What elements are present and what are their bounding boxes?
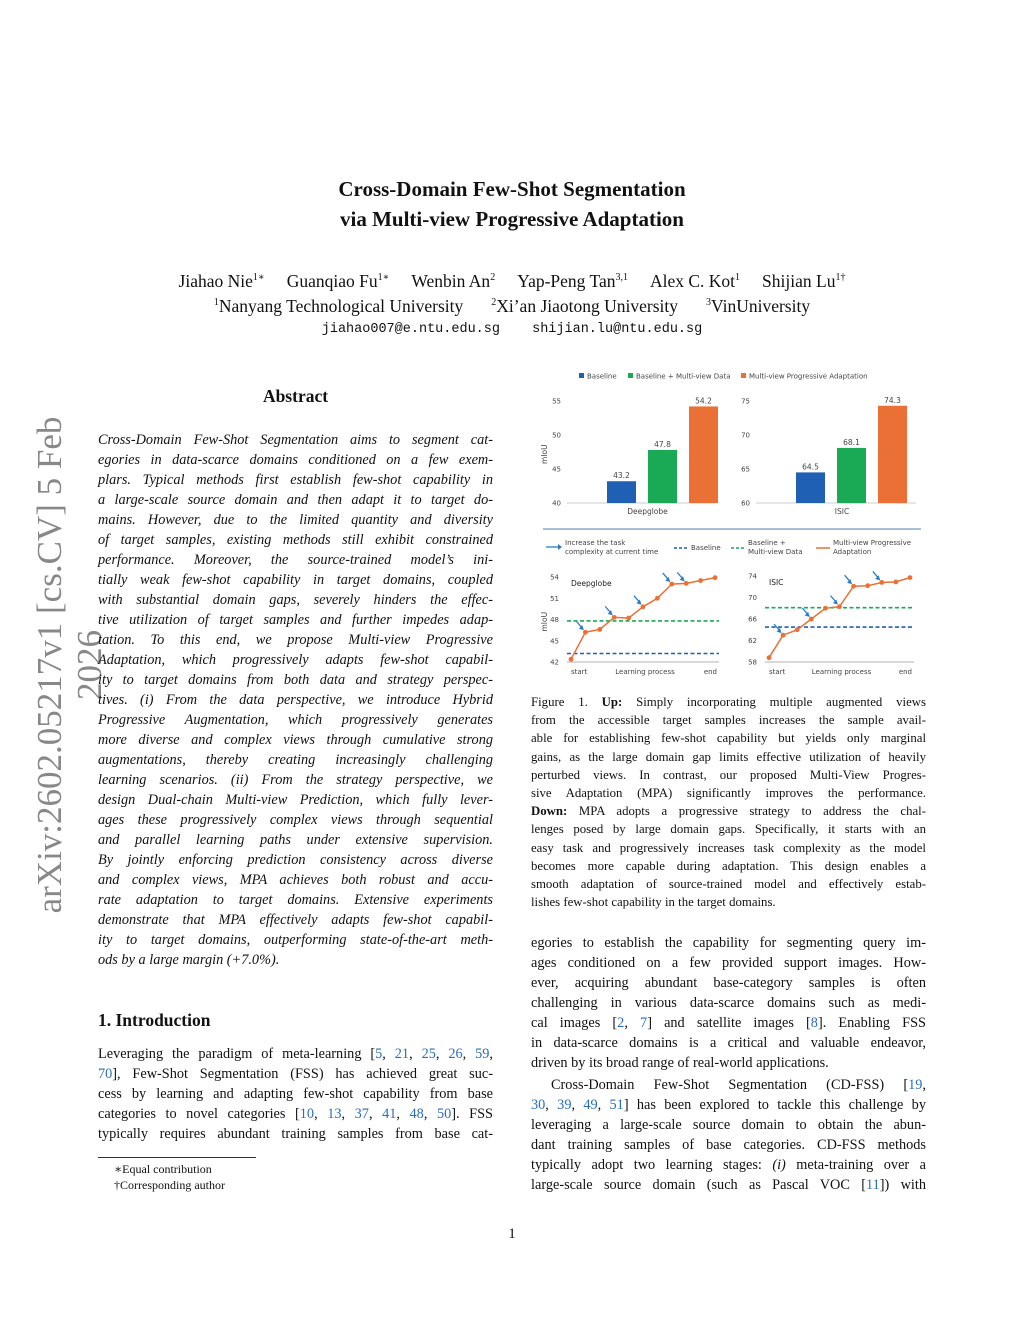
mpa-point bbox=[669, 582, 674, 587]
text-line: more diverse and complex views through cumulative strong bbox=[98, 732, 493, 748]
caption-segment: becomes more capable during adaptation. This design enables a bbox=[531, 858, 926, 873]
mpa-series-line bbox=[571, 578, 715, 660]
footnote-corresponding: †Corresponding author bbox=[114, 1178, 225, 1192]
affiliation-name: Xi’an Jiaotong University bbox=[496, 296, 679, 316]
author-list bbox=[0, 269, 1024, 293]
caption-line bbox=[531, 784, 926, 802]
caption-segment: easy task and progressively increases task complexity as the model bbox=[531, 840, 926, 855]
y-tick-label: 50 bbox=[552, 431, 561, 440]
y-tick-label: 70 bbox=[748, 594, 757, 602]
caption-segment: smooth adaptation of source-trained model and effectively estab- bbox=[531, 877, 926, 892]
arxiv-stamp bbox=[30, 380, 109, 950]
author-affiliation-mark: 1∗ bbox=[252, 272, 265, 284]
text-line: Progressive Augmentation, which progressively generates bbox=[98, 712, 493, 728]
data-label: 68.1 bbox=[843, 437, 860, 447]
text-line: with substantial domain gaps, severely hinders the effec- bbox=[98, 592, 493, 608]
citation-link[interactable]: 7 bbox=[640, 1015, 648, 1031]
mpa-point bbox=[908, 575, 913, 580]
bar-baseline-multi-view-data bbox=[837, 448, 866, 503]
footnotes bbox=[98, 1157, 493, 1193]
text-segment: cal images [ bbox=[531, 1015, 618, 1031]
text-line: and parallel learning paths under extensive supervision. bbox=[98, 832, 493, 848]
caption-segment: Simply incorporating multiple augmented views bbox=[622, 695, 926, 709]
caption-line bbox=[531, 802, 926, 820]
caption-segment: able for establishing few-shot capability but yields only marginal bbox=[531, 731, 926, 746]
email-2[interactable]: shijian.lu@ntu.edu.sg bbox=[532, 322, 703, 337]
mpa-point bbox=[569, 657, 574, 662]
text-segment: typically adopt two learning stages: bbox=[531, 1157, 773, 1173]
text-segment: , bbox=[382, 1046, 395, 1062]
caption-line bbox=[531, 766, 926, 784]
citation-link[interactable]: 11 bbox=[865, 1177, 880, 1193]
affiliation-1 bbox=[214, 296, 463, 316]
citation-link[interactable]: 26 bbox=[448, 1046, 463, 1062]
text-line bbox=[531, 933, 926, 953]
footnote-equal: ∗Equal contribution bbox=[114, 1162, 212, 1176]
text-segment: , bbox=[396, 1106, 410, 1122]
author-3 bbox=[411, 271, 495, 291]
text-segment: typically requires abundant training samples from base cat- bbox=[98, 1126, 493, 1142]
author-5 bbox=[650, 271, 740, 291]
author-affiliation-mark: 1† bbox=[835, 272, 846, 284]
text-segment: challenging in various data-scarce domains such as medi- bbox=[531, 995, 926, 1011]
data-label: 47.8 bbox=[654, 439, 671, 449]
text-line: By jointly enforcing prediction consistency across diverse bbox=[98, 852, 493, 868]
mpa-point bbox=[837, 604, 842, 609]
author-name: Yap-Peng Tan bbox=[517, 271, 616, 291]
citation-link[interactable]: 21 bbox=[394, 1046, 410, 1062]
legend-label-line: Baseline + bbox=[748, 539, 786, 547]
text-segment: cess by learning and adapting few-shot capability from base bbox=[98, 1086, 493, 1102]
legend-label: Baseline + Multi-view Data bbox=[636, 372, 731, 381]
mpa-point bbox=[879, 580, 884, 585]
text-line: Cross-Domain Few-Shot Segmentation aims to segment cat- bbox=[98, 432, 493, 448]
text-line: ods by a large margin (+7.0%). bbox=[98, 952, 280, 968]
citation-link[interactable]: 39 bbox=[557, 1097, 572, 1113]
caption-segment: perturbed views. In contrast, our proposed Multi-View Progres- bbox=[531, 767, 926, 782]
citation-link[interactable]: 30 bbox=[531, 1097, 546, 1113]
text-line bbox=[531, 1053, 926, 1073]
legend-label-line: Multi-view Data bbox=[748, 548, 803, 556]
text-line: tives. (i) From the data perspective, we introduce Hybrid bbox=[98, 692, 493, 708]
text-segment: dant training samples of base categories. CD-FSS methods bbox=[531, 1137, 926, 1153]
text-line bbox=[98, 1064, 493, 1084]
data-label: 74.3 bbox=[884, 395, 901, 405]
abstract-body bbox=[98, 430, 493, 970]
text-segment: ]. FSS bbox=[451, 1106, 494, 1122]
text-segment: ages conditioned on a few provided support images. How- bbox=[531, 955, 926, 971]
text-line bbox=[531, 1135, 926, 1155]
text-line bbox=[531, 993, 926, 1013]
citation-link[interactable]: 41 bbox=[382, 1106, 397, 1122]
x-tick-label: end bbox=[898, 668, 912, 676]
mpa-point bbox=[894, 580, 899, 585]
caption-line bbox=[531, 875, 926, 893]
author-4 bbox=[517, 271, 628, 291]
text-segment: large-scale source domain (such as Pascal VOC [ bbox=[531, 1177, 866, 1193]
text-segment: , bbox=[368, 1106, 383, 1122]
author-name: Wenbin An bbox=[411, 271, 491, 291]
caption-segment: gains, as the large domain gap limits effective utilization of heavily bbox=[531, 749, 926, 764]
citation-link[interactable]: 59 bbox=[475, 1046, 490, 1062]
text-line bbox=[531, 1115, 926, 1135]
text-line: tation. To this end, we propose Multi-view Progressive bbox=[98, 632, 493, 648]
text-segment: ]. Enabling FSS bbox=[817, 1015, 926, 1031]
text-segment: ] and satellite images [ bbox=[647, 1015, 811, 1031]
x-category-label: Deepglobe bbox=[627, 507, 668, 516]
x-tick-label: end bbox=[703, 668, 717, 676]
text-segment: meta-training over a bbox=[785, 1157, 926, 1173]
y-tick-label: 45 bbox=[552, 465, 561, 474]
y-tick-label: 74 bbox=[748, 572, 757, 581]
caption-line bbox=[531, 893, 926, 911]
y-tick-label: 65 bbox=[741, 465, 750, 474]
text-segment: leveraging a large-scale source domain to obtain the abun- bbox=[531, 1117, 926, 1133]
mpa-point bbox=[865, 583, 870, 588]
citation-link[interactable]: 10 bbox=[299, 1106, 315, 1122]
text-segment: ]) with bbox=[879, 1177, 926, 1193]
text-line bbox=[98, 1044, 493, 1064]
x-category-label: ISIC bbox=[834, 507, 850, 516]
panel-title: Deepglobe bbox=[571, 579, 612, 588]
text-line: plars. Typical methods first establish few-shot capability in bbox=[98, 472, 493, 488]
y-tick-label: 55 bbox=[552, 397, 561, 406]
legend-label-line: Multi-view Progressive bbox=[833, 539, 912, 547]
email-list bbox=[0, 322, 1024, 337]
text-line: demonstrate that MPA effectively adapts few-shot capabil- bbox=[98, 912, 493, 928]
text-line: design Dual-chain Multi-view Prediction, which fully lever- bbox=[98, 792, 493, 808]
caption-segment: Down: bbox=[531, 804, 568, 819]
author-2 bbox=[287, 271, 390, 291]
text-line bbox=[98, 1104, 493, 1124]
title-line-1: Cross-Domain Few-Shot Segmentation bbox=[338, 177, 686, 201]
footnote-rule bbox=[98, 1157, 256, 1158]
mpa-point bbox=[795, 627, 800, 632]
mpa-point bbox=[851, 584, 856, 589]
text-segment: , bbox=[314, 1106, 328, 1122]
mpa-point bbox=[713, 575, 718, 580]
citation-link[interactable]: 19 bbox=[908, 1077, 923, 1093]
text-segment: , bbox=[922, 1077, 926, 1093]
text-segment: , bbox=[597, 1097, 610, 1113]
x-axis-label: Learning process bbox=[811, 668, 872, 676]
text-line bbox=[98, 1124, 493, 1144]
author-1 bbox=[179, 271, 265, 291]
y-tick-label: 42 bbox=[550, 658, 559, 667]
citation-link[interactable]: 25 bbox=[421, 1046, 436, 1062]
text-segment: , bbox=[462, 1046, 476, 1062]
affiliation-3 bbox=[706, 296, 810, 316]
legend-label: Baseline bbox=[587, 372, 617, 381]
text-line bbox=[531, 1175, 926, 1195]
y-tick-label: 40 bbox=[552, 499, 561, 508]
bar-multi-view-progressive-adaptation bbox=[878, 406, 907, 503]
data-label: 43.2 bbox=[613, 471, 630, 481]
text-segment: ever, acquiring abundant base-category samples is often bbox=[531, 975, 926, 991]
text-line: performance. Moreover, the source-trained model’s ini- bbox=[98, 552, 493, 568]
mpa-point bbox=[767, 655, 772, 660]
text-segment: ] has been explored to tackle this challenge by bbox=[623, 1097, 926, 1113]
text-segment: , bbox=[545, 1097, 558, 1113]
mpa-point bbox=[781, 633, 786, 638]
text-line: Adaptation, which progressively adapts few-shot capabil- bbox=[98, 652, 493, 668]
text-line bbox=[531, 953, 926, 973]
caption-segment: Figure 1. bbox=[531, 695, 602, 709]
text-line bbox=[531, 1075, 926, 1095]
text-line: augmentations, thereby creating increasingly challenging bbox=[98, 752, 493, 768]
citation-link[interactable]: 37 bbox=[354, 1106, 369, 1122]
y-tick-label: 45 bbox=[550, 637, 559, 646]
text-line: rate adaptation to target domains. Extensive experiments bbox=[98, 892, 493, 908]
affiliation-mark: 3 bbox=[706, 297, 712, 309]
caption-segment: from the accessible target samples increases the sample avail- bbox=[531, 713, 926, 728]
abstract-heading: Abstract bbox=[262, 386, 329, 406]
data-label: 54.2 bbox=[695, 396, 712, 406]
caption-line bbox=[531, 729, 926, 747]
legend-swatch bbox=[579, 373, 584, 378]
citation-link[interactable]: 70 bbox=[98, 1066, 113, 1082]
text-segment: , bbox=[435, 1046, 449, 1062]
caption-segment: lenges posed by large domain gaps. Specifically, it starts with an bbox=[531, 822, 926, 837]
caption-segment: MPA adopts a progressive strategy to address the chal- bbox=[567, 804, 926, 819]
text-segment: , bbox=[409, 1046, 422, 1062]
caption-segment: sive Adaptation (MPA) significantly improves the performance. bbox=[531, 786, 926, 801]
text-line: egories in data-scarce domains conditioned on a few exem- bbox=[98, 452, 493, 468]
author-name: Alex C. Kot bbox=[649, 271, 736, 291]
text-line bbox=[531, 1155, 926, 1175]
mpa-point bbox=[641, 604, 646, 609]
text-segment: , bbox=[489, 1046, 493, 1062]
caption-segment: Up: bbox=[601, 695, 623, 709]
bar-baseline bbox=[607, 481, 636, 503]
text-line: ages these progressively complex views through sequential bbox=[98, 812, 493, 828]
caption-line bbox=[531, 748, 926, 766]
bar-multi-view-progressive-adaptation bbox=[689, 406, 718, 503]
bar-baseline-multi-view-data bbox=[648, 450, 677, 503]
y-tick-label: 70 bbox=[741, 431, 750, 440]
page-number: 1 bbox=[508, 1226, 516, 1242]
figure-1 bbox=[531, 366, 931, 684]
data-label: 64.5 bbox=[802, 462, 819, 472]
citation-link[interactable]: 50 bbox=[436, 1106, 452, 1122]
text-segment: categories to novel categories [ bbox=[98, 1106, 300, 1122]
author-6 bbox=[762, 271, 845, 291]
text-line: learning scenarios. (ii) From the strategy perspective, we bbox=[98, 772, 493, 788]
text-line bbox=[531, 973, 926, 993]
legend-label: Baseline bbox=[691, 544, 721, 552]
text-line: ity to target domains, outperforming state-of-the-art meth- bbox=[98, 932, 493, 948]
legend-label: Multi-view Progressive Adaptation bbox=[749, 372, 868, 381]
author-name: Shijian Lu bbox=[762, 271, 836, 291]
author-affiliation-mark: 3,1 bbox=[615, 272, 628, 284]
y-tick-label: 48 bbox=[550, 616, 559, 624]
arxiv-id[interactable]: arXiv:2602.05217v1 [cs.CV] 5 Feb 2026 bbox=[30, 416, 109, 914]
text-line: tially weak few-shot capability in target domains, coupled bbox=[98, 572, 493, 588]
text-line: and complex views, MPA achieves both robust and accu- bbox=[98, 872, 493, 888]
legend-label-line: complexity at current time bbox=[565, 548, 659, 556]
caption-line bbox=[531, 839, 926, 857]
citation-link[interactable]: 8 bbox=[810, 1015, 818, 1031]
bar-baseline bbox=[796, 472, 825, 503]
caption-line bbox=[531, 693, 926, 711]
y-tick-label: 54 bbox=[550, 573, 559, 582]
mpa-series-line bbox=[769, 578, 910, 658]
text-line bbox=[531, 1095, 926, 1115]
mpa-point bbox=[626, 616, 631, 621]
author-name: Guanqiao Fu bbox=[286, 271, 378, 291]
citation-link[interactable]: 13 bbox=[327, 1106, 342, 1122]
title-line-2: via Multi-view Progressive Adaptation bbox=[340, 207, 684, 231]
text-line: mains. However, due to the limited quantity and diversity bbox=[98, 512, 493, 528]
mpa-point bbox=[583, 630, 588, 635]
y-axis-label: mIoU bbox=[540, 611, 549, 632]
text-line: a large-scale source domain and then adapt it to target do- bbox=[98, 492, 493, 508]
paper-title bbox=[0, 174, 1024, 234]
affiliation-name: Nanyang Technological University bbox=[218, 296, 464, 316]
y-tick-label: 62 bbox=[748, 637, 757, 645]
author-affiliation-mark: 1 bbox=[735, 272, 741, 284]
y-tick-label: 66 bbox=[748, 615, 757, 624]
affiliation-mark: 2 bbox=[491, 297, 497, 309]
legend-arrow-head bbox=[558, 544, 562, 550]
author-affiliation-mark: 1∗ bbox=[377, 272, 390, 284]
text-segment: Leveraging the paradigm of meta-learning [ bbox=[98, 1046, 376, 1062]
text-segment: egories to establish the capability for segmenting query im- bbox=[531, 935, 926, 951]
x-axis-label: Learning process bbox=[615, 668, 675, 676]
legend-swatch bbox=[628, 373, 633, 378]
text-segment: , bbox=[571, 1097, 584, 1113]
affiliation-2 bbox=[491, 296, 678, 316]
text-segment: in data-scarce domains is a critical and valuable endeavor, bbox=[531, 1035, 926, 1051]
affiliation-mark: 1 bbox=[213, 297, 219, 309]
citation-link[interactable]: 51 bbox=[609, 1097, 624, 1113]
text-segment: ], Few-Shot Segmentation (FSS) has achieved great suc- bbox=[112, 1066, 493, 1082]
mpa-point bbox=[684, 581, 689, 586]
right-column-body bbox=[531, 933, 926, 1195]
citation-link[interactable]: 49 bbox=[583, 1097, 598, 1113]
legend-swatch bbox=[741, 373, 746, 378]
figure-1-caption bbox=[531, 693, 926, 911]
text-line bbox=[531, 1013, 926, 1033]
paragraph bbox=[531, 1075, 926, 1195]
mpa-point bbox=[823, 606, 828, 611]
text-line: tive utilization of target samples and further impedes adap- bbox=[98, 612, 493, 628]
affiliation-list bbox=[0, 294, 1024, 318]
y-tick-label: 58 bbox=[748, 658, 757, 667]
y-tick-label: 60 bbox=[741, 499, 750, 508]
legend-label-line: Increase the task bbox=[565, 539, 626, 547]
paragraph bbox=[531, 933, 926, 1073]
email-1[interactable]: jiahao007@e.ntu.edu.sg bbox=[321, 322, 500, 337]
caption-line bbox=[531, 820, 926, 838]
text-line bbox=[531, 1033, 926, 1053]
citation-link[interactable]: 2 bbox=[617, 1015, 625, 1031]
text-segment: (i) bbox=[772, 1157, 786, 1173]
y-axis-label: mIoU bbox=[540, 444, 549, 464]
introduction-heading: 1. Introduction bbox=[98, 1010, 211, 1030]
text-line bbox=[98, 1084, 493, 1104]
text-segment: , bbox=[624, 1015, 641, 1031]
text-segment: , bbox=[423, 1106, 437, 1122]
text-line: ity to target domains from both data and strategy perspec- bbox=[98, 672, 493, 688]
caption-segment: lishes few-shot capability in the target domains. bbox=[531, 895, 776, 910]
affiliation-name: VinUniversity bbox=[711, 296, 811, 316]
mpa-point bbox=[612, 615, 617, 620]
mpa-point bbox=[597, 627, 602, 632]
mpa-point bbox=[655, 596, 660, 601]
mpa-point bbox=[809, 617, 814, 622]
y-tick-label: 75 bbox=[741, 397, 750, 406]
x-tick-label: start bbox=[769, 668, 786, 676]
author-affiliation-mark: 2 bbox=[490, 272, 496, 284]
caption-line bbox=[531, 857, 926, 875]
x-tick-label: start bbox=[571, 668, 588, 676]
text-segment: driven by its broad range of real-world applications. bbox=[531, 1055, 829, 1071]
mpa-point bbox=[698, 578, 703, 583]
legend-label-line: Adaptation bbox=[833, 548, 872, 556]
introduction-body bbox=[98, 1044, 493, 1144]
citation-link[interactable]: 5 bbox=[375, 1046, 383, 1062]
text-segment: , bbox=[341, 1106, 355, 1122]
text-line: of target samples, existing methods still exhibit constrained bbox=[98, 532, 493, 548]
caption-line bbox=[531, 711, 926, 729]
text-segment: Cross-Domain Few-Shot Segmentation (CD-FSS) [ bbox=[551, 1077, 909, 1093]
panel-title: ISIC bbox=[769, 578, 784, 587]
author-name: Jiahao Nie bbox=[178, 271, 253, 291]
citation-link[interactable]: 48 bbox=[409, 1106, 424, 1122]
y-tick-label: 51 bbox=[550, 594, 559, 603]
